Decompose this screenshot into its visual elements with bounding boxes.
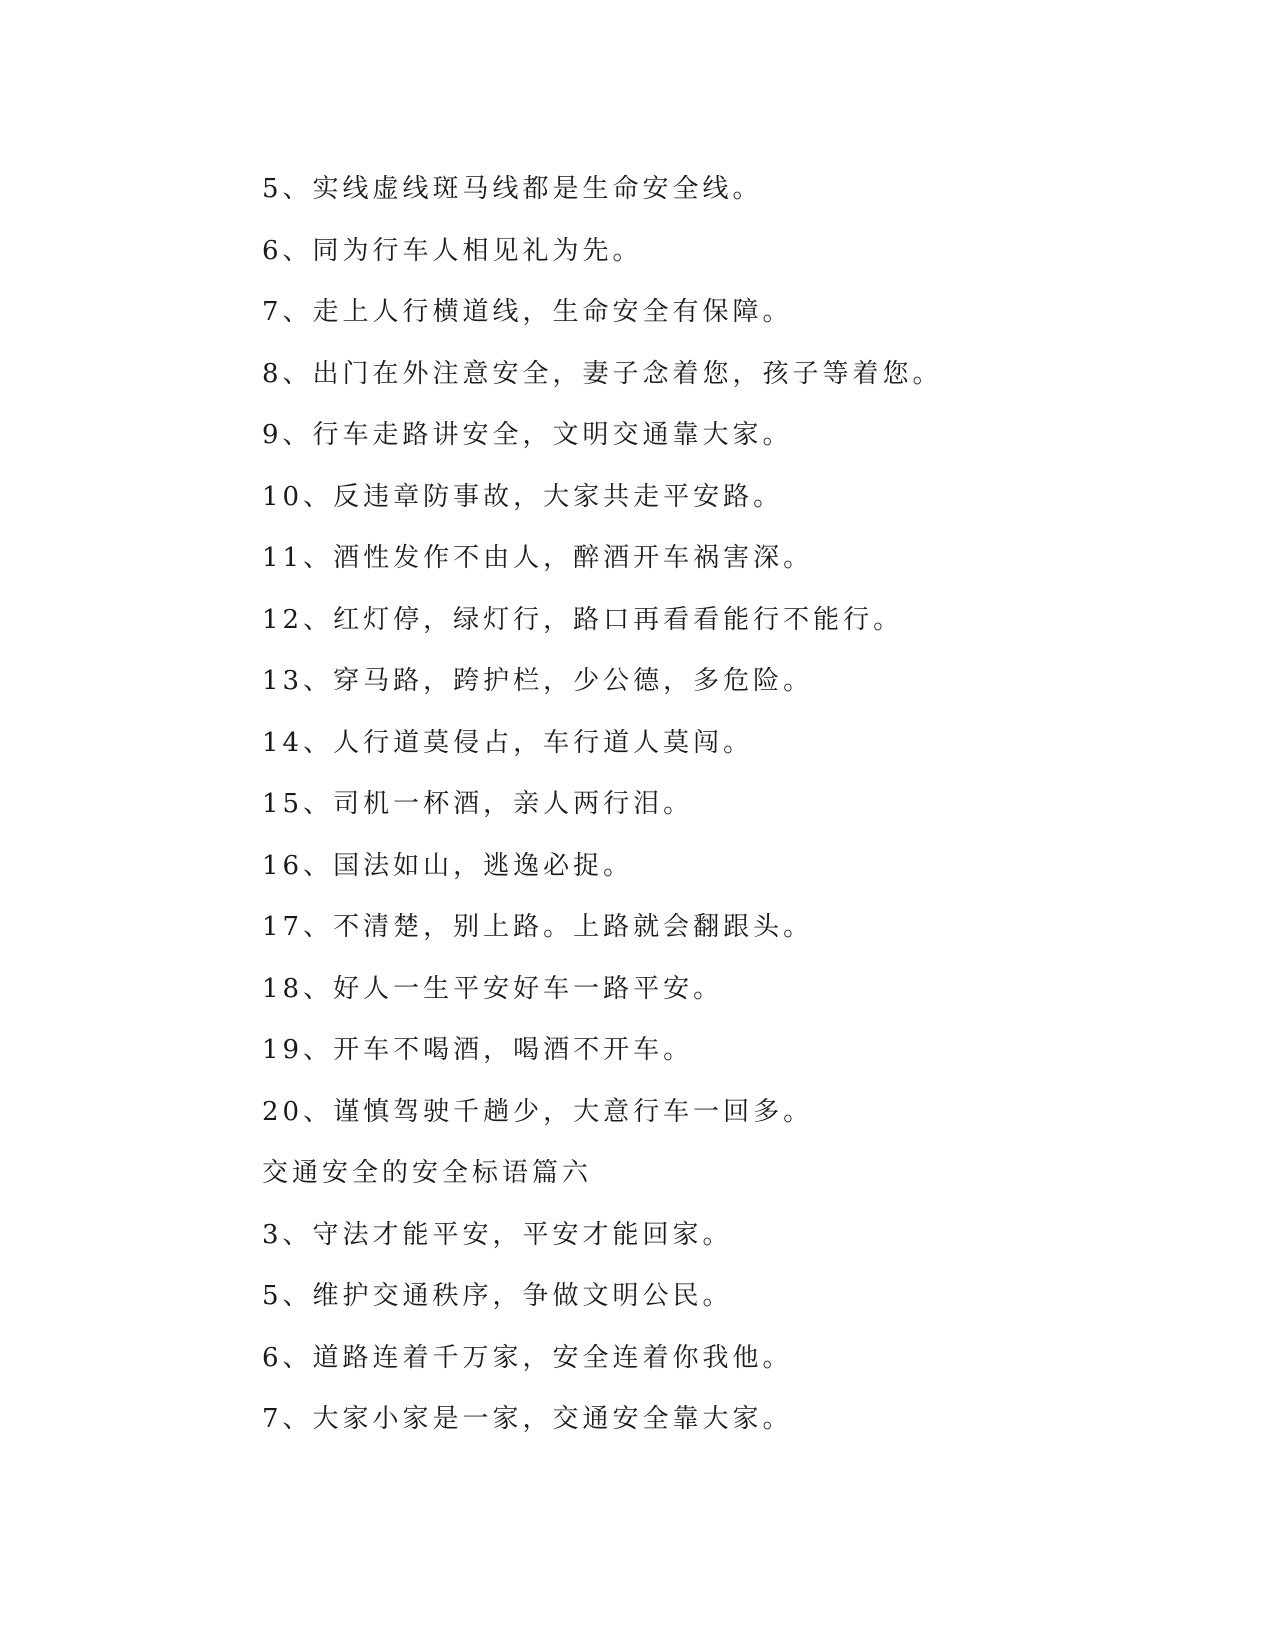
slogan-line: 8、出门在外注意安全，妻子念着您，孩子等着您。 (262, 358, 943, 389)
slogan-line: 14、人行道莫侵占，车行道人莫闯。 (262, 727, 754, 758)
slogan-line: 10、反违章防事故，大家共走平安路。 (262, 481, 784, 512)
slogan-line: 18、好人一生平安好车一路平安。 (262, 973, 724, 1004)
slogan-line: 12、红灯停，绿灯行，路口再看看能行不能行。 (262, 604, 904, 635)
slogan-line: 17、不清楚，别上路。上路就会翻跟头。 (262, 912, 814, 942)
slogan-line: 7、走上人行横道线，生命安全有保障。 (262, 297, 793, 327)
slogan-line: 20、谨慎驾驶千趟少，大意行车一回多。 (262, 1096, 814, 1127)
document-body (262, 165, 1162, 1457)
slogan-line: 11、酒性发作不由人，醉酒开车祸害深。 (262, 543, 814, 573)
slogan-line: 6、同为行车人相见礼为先。 (262, 235, 643, 266)
section-heading: 交通安全的安全标语篇六 (262, 1158, 593, 1188)
slogan-line: 7、大家小家是一家，交通安全靠大家。 (262, 1404, 793, 1434)
slogan-line: 5、维护交通秩序，争做文明公民。 (262, 1281, 733, 1311)
slogan-line: 15、司机一杯酒，亲人两行泪。 (262, 789, 694, 819)
slogan-line: 16、国法如山，逃逸必捉。 (262, 850, 634, 881)
slogan-line: 13、穿马路，跨护栏，少公德，多危险。 (262, 666, 814, 696)
slogan-line: 6、道路连着千万家，安全连着你我他。 (262, 1342, 793, 1373)
slogan-line: 9、行车走路讲安全，文明交通靠大家。 (262, 420, 793, 450)
slogan-line: 3、守法才能平安，平安才能回家。 (262, 1219, 733, 1250)
slogan-line: 19、开车不喝酒，喝酒不开车。 (262, 1035, 694, 1065)
slogan-line: 5、实线虚线斑马线都是生命安全线。 (262, 174, 763, 204)
